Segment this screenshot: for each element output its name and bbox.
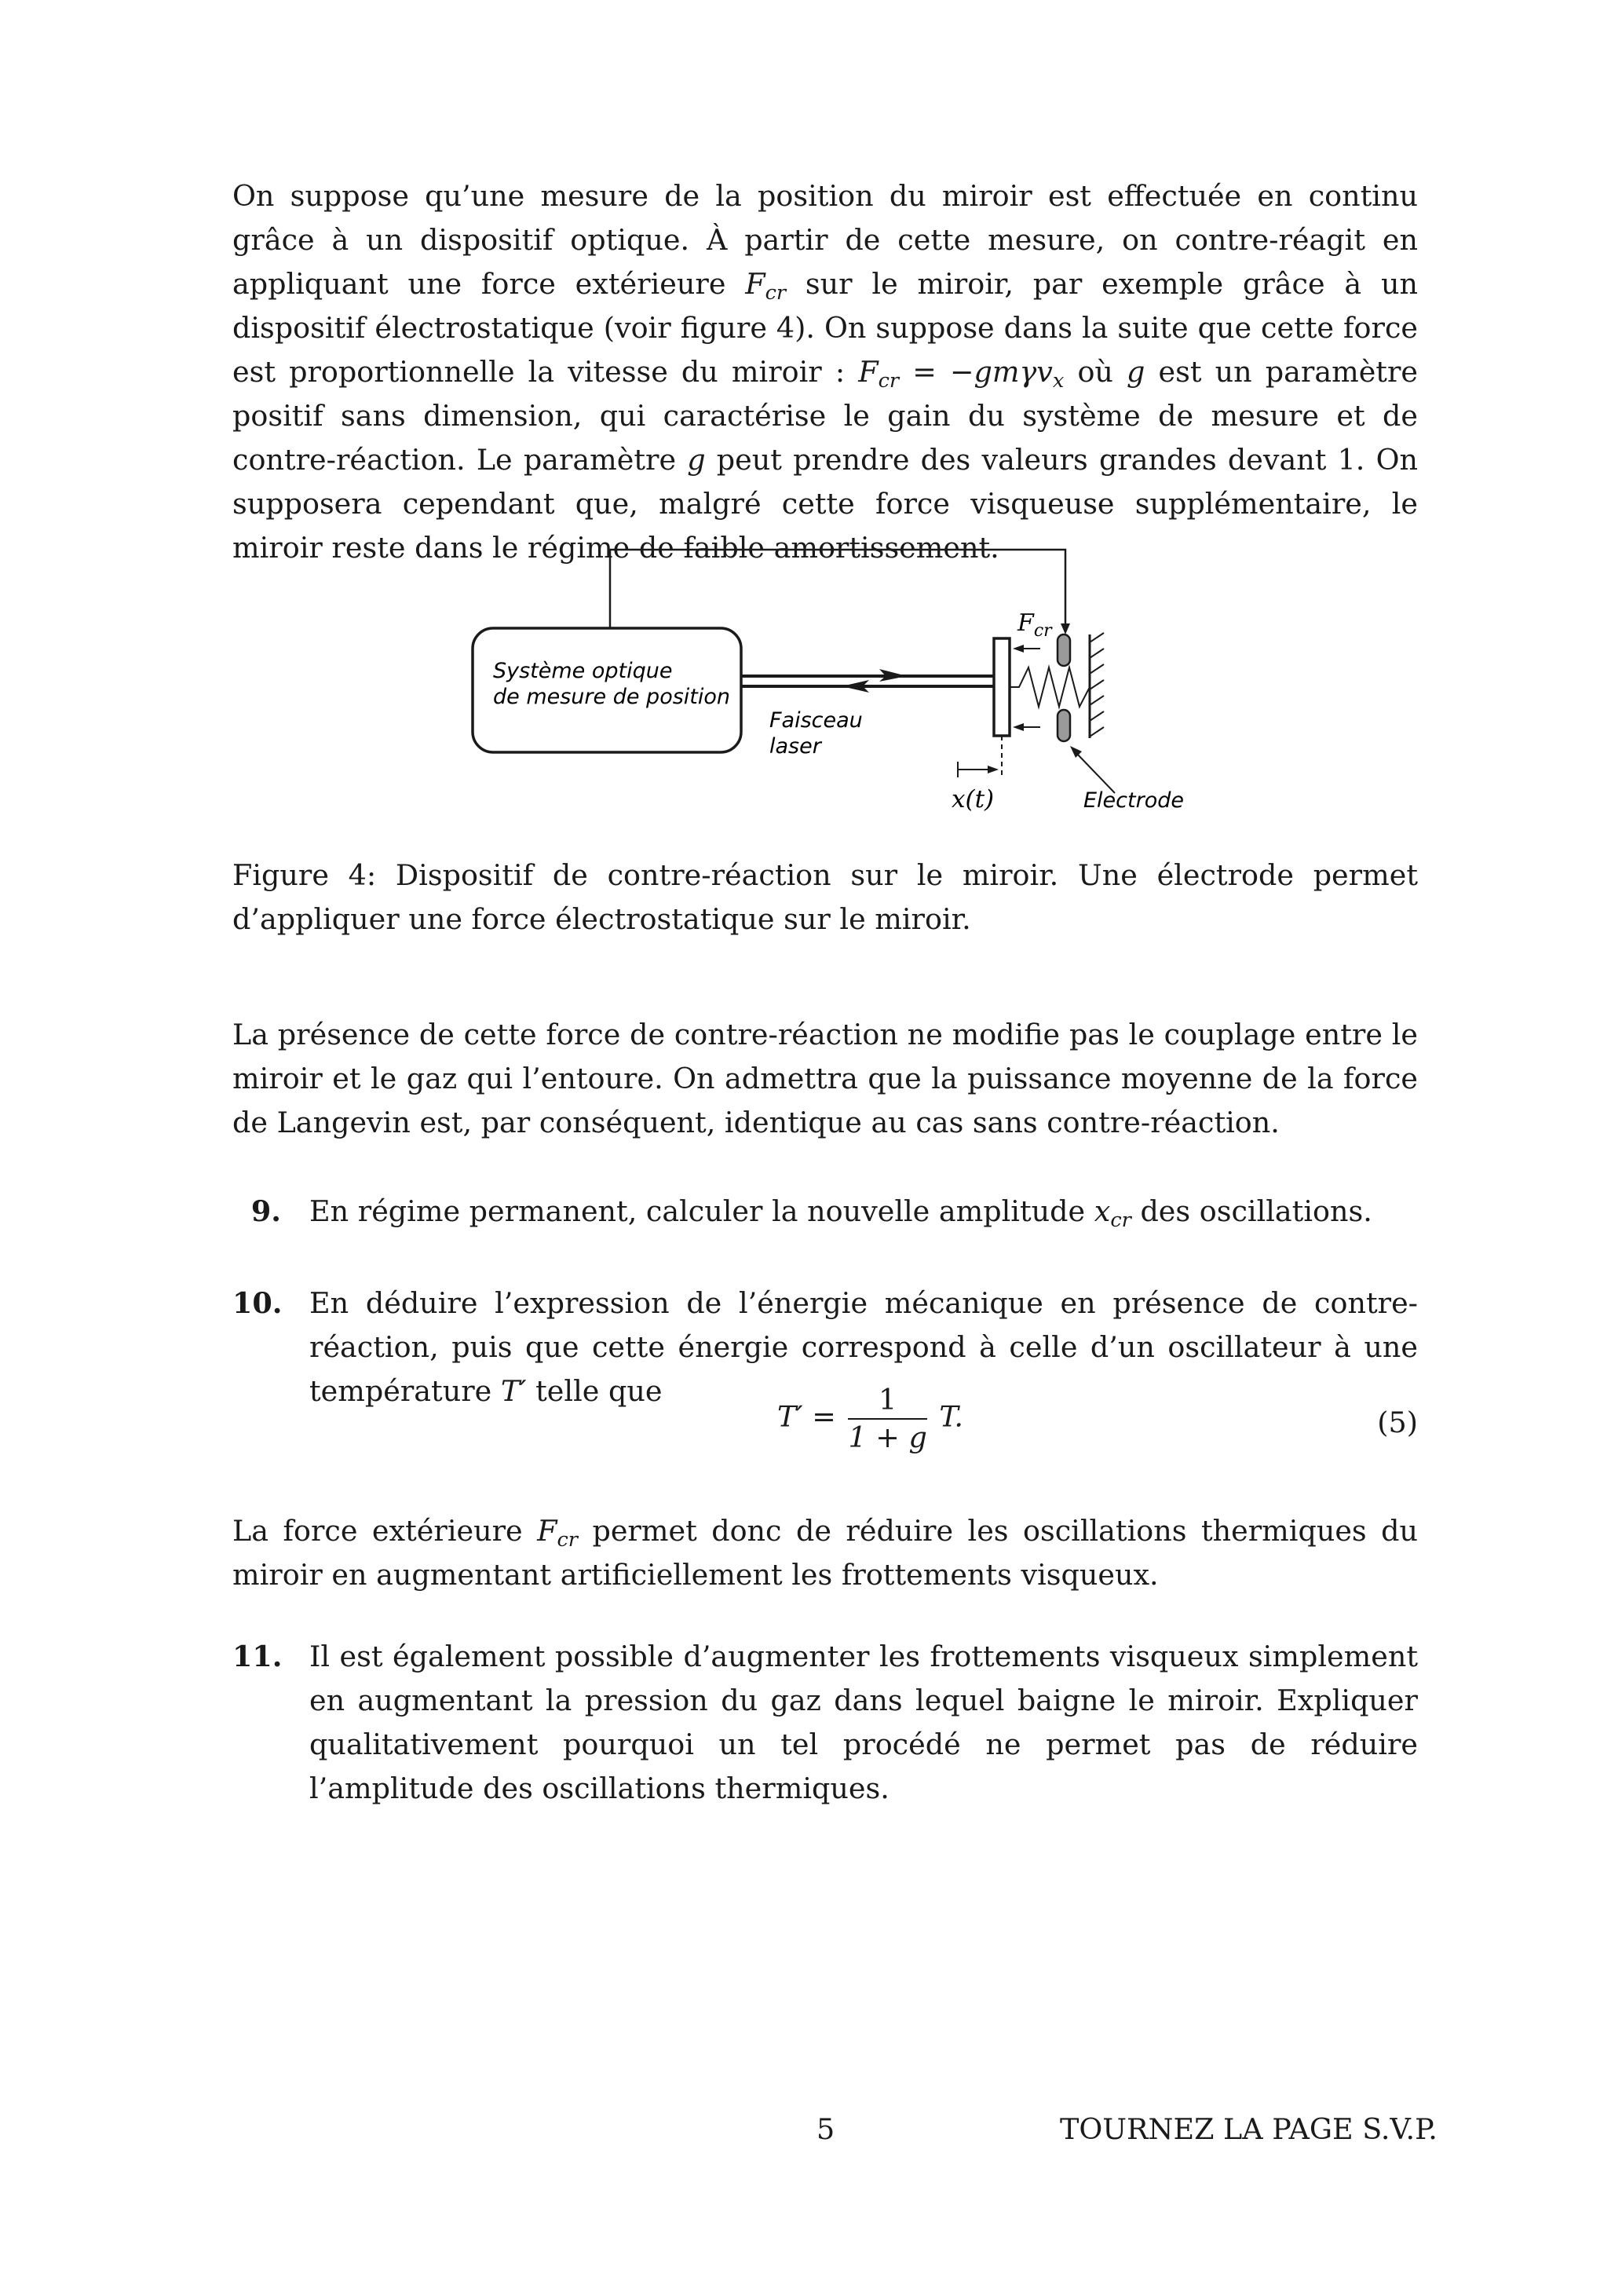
electrode-bottom — [1058, 710, 1070, 741]
question-10-number: 10. — [232, 1286, 283, 1320]
displacement-label: x(t) — [952, 785, 995, 813]
turn-page-note: TOURNEZ LA PAGE S.V.P. — [1060, 2112, 1438, 2146]
equation-fraction — [848, 1382, 926, 1456]
equation-rhs: T. — [939, 1399, 964, 1434]
box-label-line1: Système optique — [493, 659, 673, 683]
page-number: 5 — [816, 2112, 835, 2146]
equation-5 — [777, 1382, 963, 1456]
mirror — [994, 638, 1010, 736]
paragraph-2: La présence de cette force de contre-réaction ne modifie pas le couplage entre le miroir et le gaz qui l’entoure. On admettra que la puissance moyenne de la force de Langevin est, par conséquent, identique au cas sans contre-réaction. — [232, 1018, 1418, 1139]
force-arrowhead-bottom — [1013, 723, 1024, 731]
force-label: $F_{cr}$ — [1017, 609, 1052, 641]
question-11-text: Il est également possible d’augmenter les frottements visqueux simplement en augmentant la pression du gaz dans lequel baigne le miroir. Expliquer qualitativement pourquoi un tel procédé ne permet pas de réduire l’amplitude des oscillations thermiques. — [309, 1640, 1418, 1805]
figure-caption: Figure 4: Dispositif de contre-réaction sur le miroir. Une électrode permet d’appliquer une force électrostatique sur le miroir. — [232, 858, 1418, 936]
electrode-label: Electrode — [1083, 788, 1184, 813]
question-10-text: En déduire l’expression de l’énergie mécanique en présence de contre-réaction, puis que cette énergie correspond à celle d’un oscillateur à une température T′ telle que — [309, 1286, 1418, 1408]
feedback-wire — [610, 550, 1065, 630]
question-9-number: 9. — [250, 1194, 281, 1228]
spring — [1010, 667, 1090, 707]
box-label-line2: de mesure de position — [493, 685, 730, 709]
fraction-numerator: 1 — [848, 1382, 926, 1420]
feedback-figure — [455, 542, 1225, 824]
question-11-number: 11. — [232, 1640, 283, 1673]
intro-paragraph: On suppose qu’une mesure de la position du miroir est effectuée en continu grâce à un dispositif optique. À partir de cette mesure, on contre-réagit en appliquant une force extérieure $F_{cr}$ sur le miroir, par exemple grâce à un dispositif électrostatique (voir figure 4). On suppose dans la suite que cette force est proportionnelle la vitesse du miroir : $F_{cr} = -gm\gamma v_x$ où g est un paramètre positif sans dimension, qui caractérise le gain du système de mesure et de contre-réaction. Le paramètre g peut prendre des valeurs grandes devant 1. On supposera cependant que, malgré cette force visqueuse supplémentaire, le miroir reste dans le régime de faible amortissement. — [232, 179, 1419, 565]
force-arrowhead-top — [1013, 645, 1024, 653]
beam-label-line2: laser — [769, 734, 821, 759]
equation-number: (5) — [1377, 1406, 1418, 1439]
displacement-arrowhead — [988, 766, 999, 773]
wall-hatching — [1090, 633, 1104, 737]
paragraph-3: La force extérieure $F_{cr}$ permet donc de réduire les oscillations thermiques du miroir en augmentant artificiellement les frottements visqueux. — [232, 1514, 1419, 1592]
electrode-pointer — [1076, 752, 1115, 793]
equation-lhs: T′ = — [777, 1399, 836, 1434]
feedback-arrowhead — [1061, 623, 1070, 634]
electrode-top — [1058, 634, 1070, 666]
fraction-denominator: 1 + g — [848, 1420, 927, 1454]
question-9-text: En régime permanent, calculer la nouvelle amplitude $x_{cr}$ des oscillations. — [309, 1194, 1372, 1233]
beam-label-line1: Faisceau — [769, 708, 863, 733]
